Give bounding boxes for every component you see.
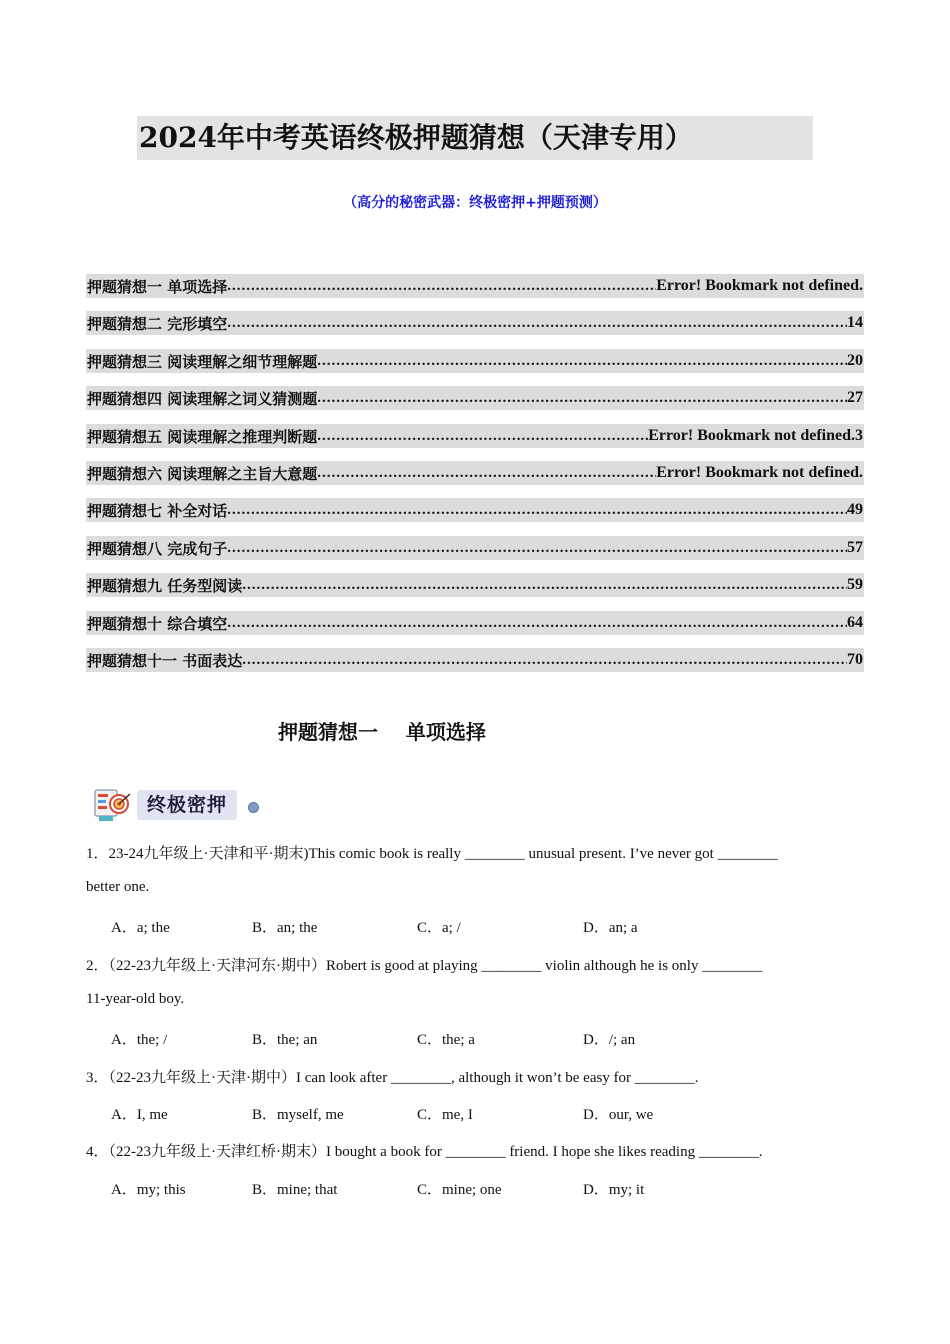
toc-entry-label: 押题猜想五 阅读理解之推理判断题 [87,427,318,446]
toc-entry-label: 押题猜想十 综合填空 [87,614,228,633]
toc-entry-page: 70 [847,651,863,668]
question-3-options [111,1103,811,1125]
toc-entry-page: Error! Bookmark not defined. [656,277,863,294]
section-heading: 押题猜想一 单项选择 [278,720,486,744]
option-d[interactable]: D．my; it [583,1182,645,1198]
question-stem: 23-24九年级上·天津和平·期末)This comic book is really ________ unusual present. I’ve never got ________ [108,846,778,862]
toc-entry-10[interactable] [86,611,864,635]
toc-entry-label: 押题猜想十一 书面表达 [87,651,243,670]
toc-entry-page: Error! Bookmark not defined. [656,464,863,481]
question-3-line-1 [86,1066,866,1087]
toc-entry-page: Error! Bookmark not defined.3 [648,427,863,444]
question-stem: （22-23九年级上·天津·期中）I can look after ________, although it won’t be easy for ________. [108,1070,699,1086]
option-a[interactable]: A．the; / [111,1032,168,1048]
question-4-line-1 [86,1140,866,1161]
document-title: 2024年中考英语终极押题猜想（天津专用） [137,116,813,160]
option-d[interactable]: D．/; an [583,1032,636,1048]
option-a[interactable]: A．a; the [111,920,170,936]
question-1-line-2: better one. [86,879,150,895]
option-b[interactable]: B．the; an [252,1032,318,1048]
option-c[interactable]: C．mine; one [417,1182,502,1198]
toc-entry-label: 押题猜想九 任务型阅读 [87,576,243,595]
toc-entry-page: 20 [847,352,863,369]
toc-entry-1[interactable] [86,274,864,298]
section-badge [93,786,263,826]
question-2-options [111,1028,811,1050]
toc-entry-page: 27 [847,389,863,406]
option-c[interactable]: C．a; / [417,920,461,936]
option-d[interactable]: D．our, we [583,1107,654,1123]
option-a[interactable]: A．my; this [111,1182,186,1198]
question-stem: （22-23九年级上·天津河东·期中）Robert is good at playing ________ violin although he is only ________ [108,958,763,974]
badge-label: 终极密押 [137,790,237,820]
toc-entry-page: 49 [847,501,863,518]
option-c[interactable]: C．me, I [417,1107,473,1123]
toc-entry-page: 14 [847,314,863,331]
toc-entry-9[interactable] [86,573,864,597]
toc-entry-8[interactable] [86,536,864,560]
question-2-line-1 [86,954,866,975]
question-1-options [111,916,811,938]
toc-entry-label: 押题猜想二 完形填空 [87,314,228,333]
toc-entry-label: 押题猜想三 阅读理解之细节理解题 [87,352,318,371]
toc-entry-4[interactable] [86,386,864,410]
toc-entry-page: 59 [847,576,863,593]
toc-entry-label: 押题猜想四 阅读理解之词义猜测题 [87,389,318,408]
option-b[interactable]: B．an; the [252,920,318,936]
toc-entry-label: 押题猜想七 补全对话 [87,501,228,520]
toc-entry-page: 57 [847,539,863,556]
question-4-options [111,1178,811,1200]
question-number: 3． [86,1070,109,1086]
question-stem: （22-23九年级上·天津红桥·期末）I bought a book for ________ friend. I hope she likes reading ________. [108,1144,763,1160]
question-number: 1． [86,846,109,862]
badge-dot [248,802,259,813]
question-1-line-1 [86,842,866,863]
document-subtitle: （高分的秘密武器：终极密押+押题预测） [343,195,607,211]
question-number: 2． [86,958,109,974]
toc-entry-5[interactable] [86,424,864,448]
option-d[interactable]: D．an; a [583,920,638,936]
toc-entry-3[interactable] [86,349,864,373]
option-c[interactable]: C．the; a [417,1032,475,1048]
toc-entry-6[interactable] [86,461,864,485]
toc-entry-label: 押题猜想六 阅读理解之主旨大意题 [87,464,318,483]
toc-entry-7[interactable] [86,498,864,522]
option-b[interactable]: B．mine; that [252,1182,338,1198]
target-board-icon [93,788,133,824]
toc-entry-label: 押题猜想八 完成句子 [87,539,228,558]
toc-entry-label: 押题猜想一 单项选择 [87,277,228,296]
option-a[interactable]: A．I, me [111,1107,168,1123]
toc-entry-page: 64 [847,614,863,631]
question-number: 4． [86,1144,109,1160]
toc-entry-11[interactable] [86,648,864,672]
question-2-line-2: 11-year-old boy. [86,991,185,1007]
option-b[interactable]: B．myself, me [252,1107,344,1123]
toc-entry-2[interactable] [86,311,864,335]
